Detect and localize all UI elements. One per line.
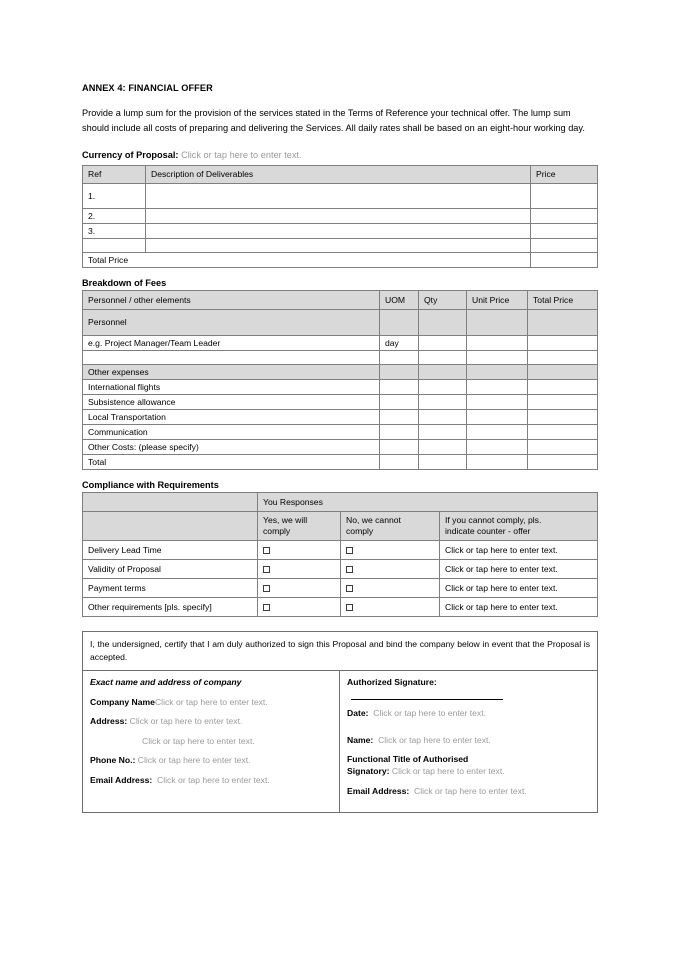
cell-label-total: Total bbox=[83, 455, 380, 470]
address-field-2 bbox=[90, 736, 332, 748]
cell-label: Personnel bbox=[83, 309, 380, 335]
column-header-no-comply bbox=[341, 512, 440, 541]
table-row bbox=[83, 309, 598, 335]
company-email-input[interactable]: Click or tap here to enter text. bbox=[157, 775, 270, 786]
cell-unit-price[interactable] bbox=[467, 350, 528, 365]
column-header-counter-offer bbox=[440, 512, 598, 541]
checkbox-cell-no[interactable] bbox=[341, 598, 440, 617]
table-row bbox=[83, 541, 598, 560]
checkbox-cell-yes[interactable] bbox=[258, 560, 341, 579]
cell-qty[interactable] bbox=[419, 455, 467, 470]
checkbox-cell-no[interactable] bbox=[341, 560, 440, 579]
company-details-column bbox=[83, 671, 340, 813]
cell-unit-price[interactable] bbox=[467, 440, 528, 455]
cell-ref bbox=[83, 238, 146, 252]
company-name-input[interactable]: Click or tap here to enter text. bbox=[154, 696, 268, 707]
cell-uom[interactable] bbox=[380, 380, 419, 395]
company-name-field bbox=[90, 697, 332, 709]
counter-offer-line2: indicate counter - offer bbox=[445, 526, 531, 537]
cell-uom[interactable] bbox=[380, 395, 419, 410]
cell-total-price[interactable] bbox=[528, 335, 598, 350]
checkbox-cell-no[interactable] bbox=[341, 579, 440, 598]
cell-price[interactable] bbox=[531, 183, 598, 208]
cell-label: Other Costs: (please specify) bbox=[83, 440, 380, 455]
functional-title-input[interactable]: Click or tap here to enter text. bbox=[391, 766, 505, 777]
cell-uom[interactable] bbox=[380, 350, 419, 365]
cell-uom[interactable] bbox=[380, 410, 419, 425]
checkbox-icon[interactable] bbox=[346, 585, 353, 592]
column-header-description: Description of Deliverables bbox=[146, 165, 531, 183]
column-header-yes-comply bbox=[258, 512, 341, 541]
table-row bbox=[83, 579, 598, 598]
cell-unit-price[interactable] bbox=[467, 425, 528, 440]
cell-total-price[interactable] bbox=[528, 309, 598, 335]
total-price-row bbox=[83, 252, 598, 267]
signatory-email-input[interactable]: Click or tap here to enter text. bbox=[414, 785, 527, 796]
column-header-unit-price: Unit Price bbox=[467, 290, 528, 309]
functional-title-label-line1: Functional Title of Authorised bbox=[347, 754, 469, 765]
table-row bbox=[83, 183, 598, 208]
cell-qty[interactable] bbox=[419, 365, 467, 380]
functional-title-label-line2: Signatory: bbox=[347, 766, 390, 777]
phone-input[interactable]: Click or tap here to enter text. bbox=[137, 755, 251, 766]
table-row bbox=[83, 395, 598, 410]
cell-price[interactable] bbox=[531, 223, 598, 238]
cell-qty[interactable] bbox=[419, 440, 467, 455]
table-row bbox=[83, 350, 598, 365]
column-header-personnel: Personnel / other elements bbox=[83, 290, 380, 309]
yes-comply-line1: Yes, we will bbox=[263, 514, 308, 525]
cell-total-price[interactable] bbox=[528, 350, 598, 365]
certification-statement-row bbox=[83, 632, 598, 671]
requirement-label: Other requirements [pls. specify] bbox=[83, 598, 258, 617]
cell-qty[interactable] bbox=[419, 380, 467, 395]
table-row bbox=[83, 223, 598, 238]
cell-description[interactable] bbox=[146, 223, 531, 238]
cell-unit-price[interactable] bbox=[467, 395, 528, 410]
signature-columns-row bbox=[83, 671, 598, 813]
cell-label[interactable] bbox=[83, 350, 380, 365]
total-row bbox=[83, 455, 598, 470]
cell-unit-price[interactable] bbox=[467, 335, 528, 350]
company-details-heading: Exact name and address of company bbox=[90, 677, 242, 688]
cell-label: e.g. Project Manager/Team Leader bbox=[83, 335, 380, 350]
signatory-email-field bbox=[347, 786, 590, 798]
cell-unit-price[interactable] bbox=[467, 309, 528, 335]
cell-description[interactable] bbox=[146, 238, 531, 252]
intro-paragraph: Provide a lump sum for the provision of the services stated in the Terms of Reference your technical offer. The lump sum should include all costs of preparing and delivering the Services. All daily rates shall be based on an eight-hour working day. bbox=[82, 108, 585, 133]
checkbox-cell-no[interactable] bbox=[341, 541, 440, 560]
cell-qty[interactable] bbox=[419, 350, 467, 365]
table-subheader-row bbox=[83, 512, 598, 541]
cell-uom[interactable] bbox=[380, 365, 419, 380]
date-label: Date: bbox=[347, 708, 369, 719]
date-input[interactable]: Click or tap here to enter text. bbox=[373, 708, 487, 719]
table-row bbox=[83, 410, 598, 425]
cell-description[interactable] bbox=[146, 208, 531, 223]
phone-label: Phone No.: bbox=[90, 755, 136, 766]
functional-title-field bbox=[347, 754, 590, 777]
checkbox-cell-yes[interactable] bbox=[258, 598, 341, 617]
column-header-uom: UOM bbox=[380, 290, 419, 309]
cell-qty[interactable] bbox=[419, 425, 467, 440]
cell-description[interactable] bbox=[146, 183, 531, 208]
table-header-row bbox=[83, 290, 598, 309]
cell-total-price[interactable] bbox=[528, 440, 598, 455]
cell-price[interactable] bbox=[531, 208, 598, 223]
name-field bbox=[347, 735, 590, 747]
empty-corner-cell-2 bbox=[83, 512, 258, 541]
table-row bbox=[83, 380, 598, 395]
column-header-total-price: Total Price bbox=[528, 290, 598, 309]
cell-uom[interactable]: day bbox=[380, 335, 419, 350]
table-group-header-row bbox=[83, 493, 598, 512]
cell-total-price[interactable] bbox=[528, 380, 598, 395]
signatory-column bbox=[340, 671, 598, 813]
certification-statement: I, the undersigned, certify that I am duly authorized to sign this Proposal and bind the company below in event that the Proposal is accepted. bbox=[83, 632, 598, 671]
table-row bbox=[83, 598, 598, 617]
company-name-label: Company Name bbox=[90, 696, 155, 707]
cell-total-price[interactable] bbox=[528, 455, 598, 470]
address-field bbox=[90, 716, 332, 728]
address-label: Address: bbox=[90, 716, 128, 727]
table-row bbox=[83, 425, 598, 440]
counter-offer-input[interactable]: Click or tap here to enter text. bbox=[440, 579, 598, 598]
address-input[interactable]: Click or tap here to enter text. bbox=[129, 716, 243, 727]
phone-field bbox=[90, 755, 332, 767]
checkbox-cell-yes[interactable] bbox=[258, 579, 341, 598]
page-title: ANNEX 4: FINANCIAL OFFER bbox=[82, 83, 213, 93]
name-label: Name: bbox=[347, 734, 374, 745]
compliance-table bbox=[82, 492, 598, 617]
counter-offer-input[interactable]: Click or tap here to enter text. bbox=[440, 560, 598, 579]
cell-total-price[interactable] bbox=[528, 410, 598, 425]
checkbox-icon[interactable] bbox=[263, 566, 270, 573]
currency-input[interactable]: Click or tap here to enter text. bbox=[181, 149, 302, 160]
checkbox-icon[interactable] bbox=[263, 604, 270, 611]
cell-unit-price[interactable] bbox=[467, 365, 528, 380]
requirement-label: Validity of Proposal bbox=[83, 560, 258, 579]
cell-price[interactable] bbox=[531, 238, 598, 252]
column-header-qty: Qty bbox=[419, 290, 467, 309]
column-header-ref: Ref bbox=[83, 165, 146, 183]
checkbox-cell-yes[interactable] bbox=[258, 541, 341, 560]
requirement-label: Delivery Lead Time bbox=[83, 541, 258, 560]
requirement-label: Payment terms bbox=[83, 579, 258, 598]
group-header-you-responses: You Responses bbox=[258, 493, 598, 512]
table-row bbox=[83, 208, 598, 223]
counter-offer-line1: If you cannot comply, pls. bbox=[445, 514, 542, 525]
total-price-label: Total Price bbox=[83, 252, 531, 267]
cell-total-price[interactable] bbox=[528, 395, 598, 410]
cell-uom[interactable] bbox=[380, 309, 419, 335]
cell-uom[interactable] bbox=[380, 440, 419, 455]
company-email-field bbox=[90, 775, 332, 787]
cell-unit-price[interactable] bbox=[467, 380, 528, 395]
column-header-price: Price bbox=[531, 165, 598, 183]
counter-offer-input[interactable]: Click or tap here to enter text. bbox=[440, 598, 598, 617]
deliverables-table bbox=[82, 165, 598, 268]
address-input-2[interactable]: Click or tap here to enter text. bbox=[142, 735, 255, 746]
currency-of-proposal-field bbox=[82, 149, 597, 162]
cell-unit-price[interactable] bbox=[467, 455, 528, 470]
date-field bbox=[347, 708, 590, 720]
authorized-signature-field bbox=[347, 677, 590, 700]
breakdown-section-label: Breakdown of Fees bbox=[82, 277, 167, 288]
cell-label: International flights bbox=[83, 380, 380, 395]
cell-qty[interactable] bbox=[419, 335, 467, 350]
table-row bbox=[83, 365, 598, 380]
cell-label: Communication bbox=[83, 425, 380, 440]
checkbox-icon[interactable] bbox=[263, 585, 270, 592]
compliance-section-label: Compliance with Requirements bbox=[82, 480, 219, 491]
table-row bbox=[83, 440, 598, 455]
cell-label: Other expenses bbox=[83, 365, 380, 380]
cell-ref: 2. bbox=[83, 208, 146, 223]
table-header-row bbox=[83, 165, 598, 183]
yes-comply-line2: comply bbox=[263, 526, 291, 537]
name-input[interactable]: Click or tap here to enter text. bbox=[378, 734, 491, 745]
checkbox-icon[interactable] bbox=[346, 547, 353, 554]
table-row bbox=[83, 238, 598, 252]
cell-label: Local Transportation bbox=[83, 410, 380, 425]
signature-line[interactable] bbox=[351, 691, 503, 700]
checkbox-icon[interactable] bbox=[263, 547, 270, 554]
cell-total-price[interactable] bbox=[528, 365, 598, 380]
cell-ref: 3. bbox=[83, 223, 146, 238]
cell-ref: 1. bbox=[83, 183, 146, 208]
checkbox-icon[interactable] bbox=[346, 604, 353, 611]
no-comply-line2: comply bbox=[346, 526, 374, 537]
authorized-signature-label: Authorized Signature: bbox=[347, 677, 437, 688]
no-comply-line1: No, we cannot bbox=[346, 514, 401, 525]
company-email-label: Email Address: bbox=[90, 775, 153, 786]
total-price-value[interactable] bbox=[531, 252, 598, 267]
breakdown-of-fees-table bbox=[82, 290, 598, 471]
cell-unit-price[interactable] bbox=[467, 410, 528, 425]
table-row bbox=[83, 335, 598, 350]
cell-label: Subsistence allowance bbox=[83, 395, 380, 410]
signatory-email-label: Email Address: bbox=[347, 785, 410, 796]
cell-total-price[interactable] bbox=[528, 425, 598, 440]
cell-uom[interactable] bbox=[380, 455, 419, 470]
cell-qty[interactable] bbox=[419, 410, 467, 425]
currency-label: Currency of Proposal: bbox=[82, 149, 179, 160]
cell-qty[interactable] bbox=[419, 395, 467, 410]
empty-corner-cell bbox=[83, 493, 258, 512]
checkbox-icon[interactable] bbox=[346, 566, 353, 573]
cell-uom[interactable] bbox=[380, 425, 419, 440]
counter-offer-input[interactable]: Click or tap here to enter text. bbox=[440, 541, 598, 560]
certification-block bbox=[82, 631, 598, 813]
table-row bbox=[83, 560, 598, 579]
cell-qty[interactable] bbox=[419, 309, 467, 335]
